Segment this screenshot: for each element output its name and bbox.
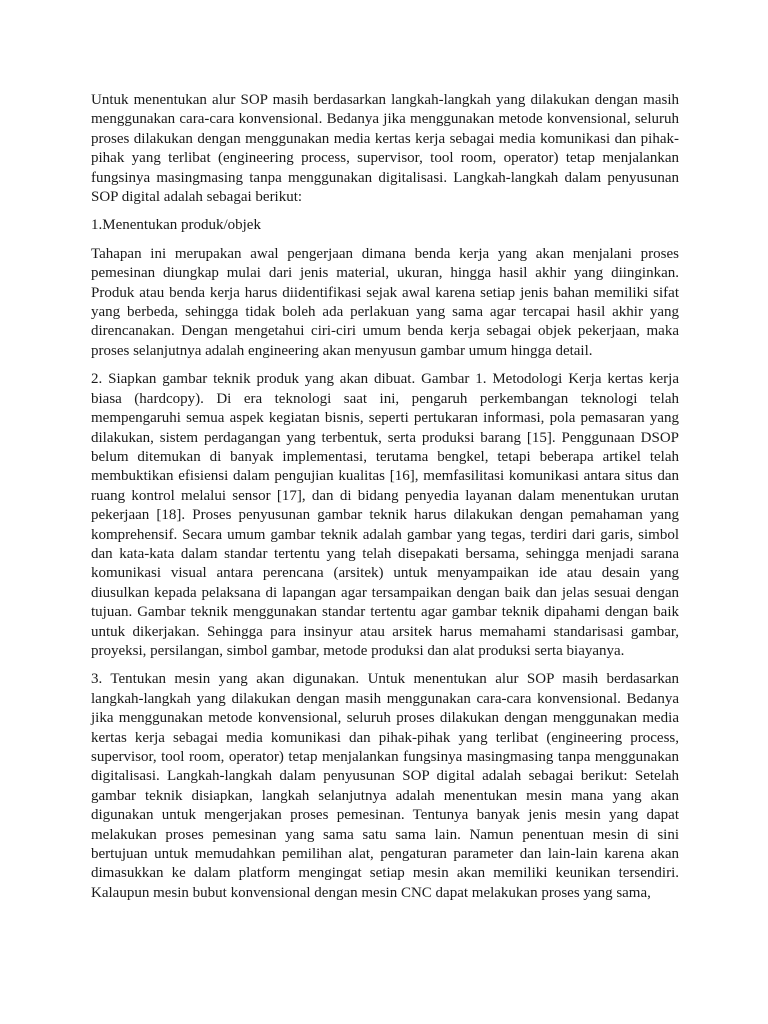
step3-paragraph: 3. Tentukan mesin yang akan digunakan. Untuk menentukan alur SOP masih berdasarkan langkah-langkah yang dilakukan dengan masih menggunakan cara-cara konvensional. Bedanya jika menggunakan metode konvensional, seluruh proses dilakukan dengan menggunakan media kertas kerja sebagai media komunikasi dan pihak-pihak yang terlibat (engineering process, supervisor, tool room, operator) tetap menjalankan fungsinya masingmasing tanpa menggunakan digitalisasi. Langkah-langkah dalam penyusunan SOP digital adalah sebagai berikut: Setelah gambar teknik disiapkan, langkah selanjutnya adalah menentukan mesin mana yang akan digunakan untuk mengerjakan proses pemesinan. Tentunya banyak jenis mesin yang dapat melakukan proses pemesinan yang sama satu sama lain. Namun penentuan mesin di sini bertujuan untuk memudahkan pemilihan alat, pengaturan parameter dan lain-lain karena akan dimasukkan ke dalam platform mengingat setiap mesin akan memiliki keunikan tersendiri. Kalaupun mesin bubut konvensional dengan mesin CNC dapat melakukan proses yang sama, xyxy=(91,671,679,901)
document-page xyxy=(91,91,679,912)
intro-paragraph: Untuk menentukan alur SOP masih berdasarkan langkah-langkah yang dilakukan dengan masih menggunakan cara-cara konvensional. Bedanya jika menggunakan metode konvensional, seluruh proses dilakukan dengan menggunakan media kertas kerja sebagai media komunikasi dan pihak-pihak yang terlibat (engineering process, supervisor, tool room, operator) tetap menjalankan fungsinya masingmasing tanpa menggunakan digitalisasi. Langkah-langkah dalam penyusunan SOP digital adalah sebagai berikut: xyxy=(91,92,679,206)
step2-paragraph: 2. Siapkan gambar teknik produk yang akan dibuat. Gambar 1. Metodologi Kerja kertas kerja biasa (hardcopy). Di era teknologi saat ini, pengaruh perkembangan teknologi telah mempengaruhi semua aspek kegiatan bisnis, seperti pertukaran informasi, pola pemasaran yang dilakukan, sistem perdagangan yang terbentuk, serta produksi barang [15]. Penggunaan DSOP belum ditemukan di banyak implementasi, terutama bengkel, tetapi beberapa artikel telah membuktikan efisiensi dalam pengujian kualitas [16], memfasilitasi komunikasi antara situs dan ruang kontrol melalui sensor [17], dan di bidang penyedia layanan dalam menentukan urutan pekerjaan [18]. Proses penyusunan gambar teknik harus dilakukan dengan pemahaman yang komprehensif. Secara umum gambar teknik adalah gambar yang tegas, terdiri dari garis, simbol dan kata-kata dalam standar tertentu yang telah disepakati bersama, sehingga menjadi sarana komunikasi visual antara perencana (arsitek) untuk menyampaikan ide atau desain yang diusulkan kepada pelaksana di lapangan agar tersampaikan dengan baik dan jelas sesuai dengan tujuan. Gambar teknik menggunakan standar tertentu agar gambar teknik dipahami dengan baik untuk dikerjakan. Sehingga para insinyur atau arsitek harus memahami standarisasi gambar, proyeksi, persilangan, simbol gambar, metode produksi dan alat produksi serta biayanya. xyxy=(91,371,679,659)
step1-heading: 1.Menentukan produk/objek xyxy=(91,217,261,234)
step1-paragraph: Tahapan ini merupakan awal pengerjaan dimana benda kerja yang akan menjalani proses pemesinan diungkap mulai dari jenis material, ukuran, hingga hasil akhir yang diinginkan. Produk atau benda kerja harus diidentifikasi sejak awal karena setiap jenis bahan memiliki sifat yang berbeda, sehingga tidak boleh ada perlakuan yang sama agar tercapai hasil akhir yang direncanakan. Dengan mengetahui ciri-ciri umum benda kerja sebagai objek pekerjaan, maka proses selanjutnya adalah engineering akan menyusun gambar umum hingga detail. xyxy=(91,245,679,359)
